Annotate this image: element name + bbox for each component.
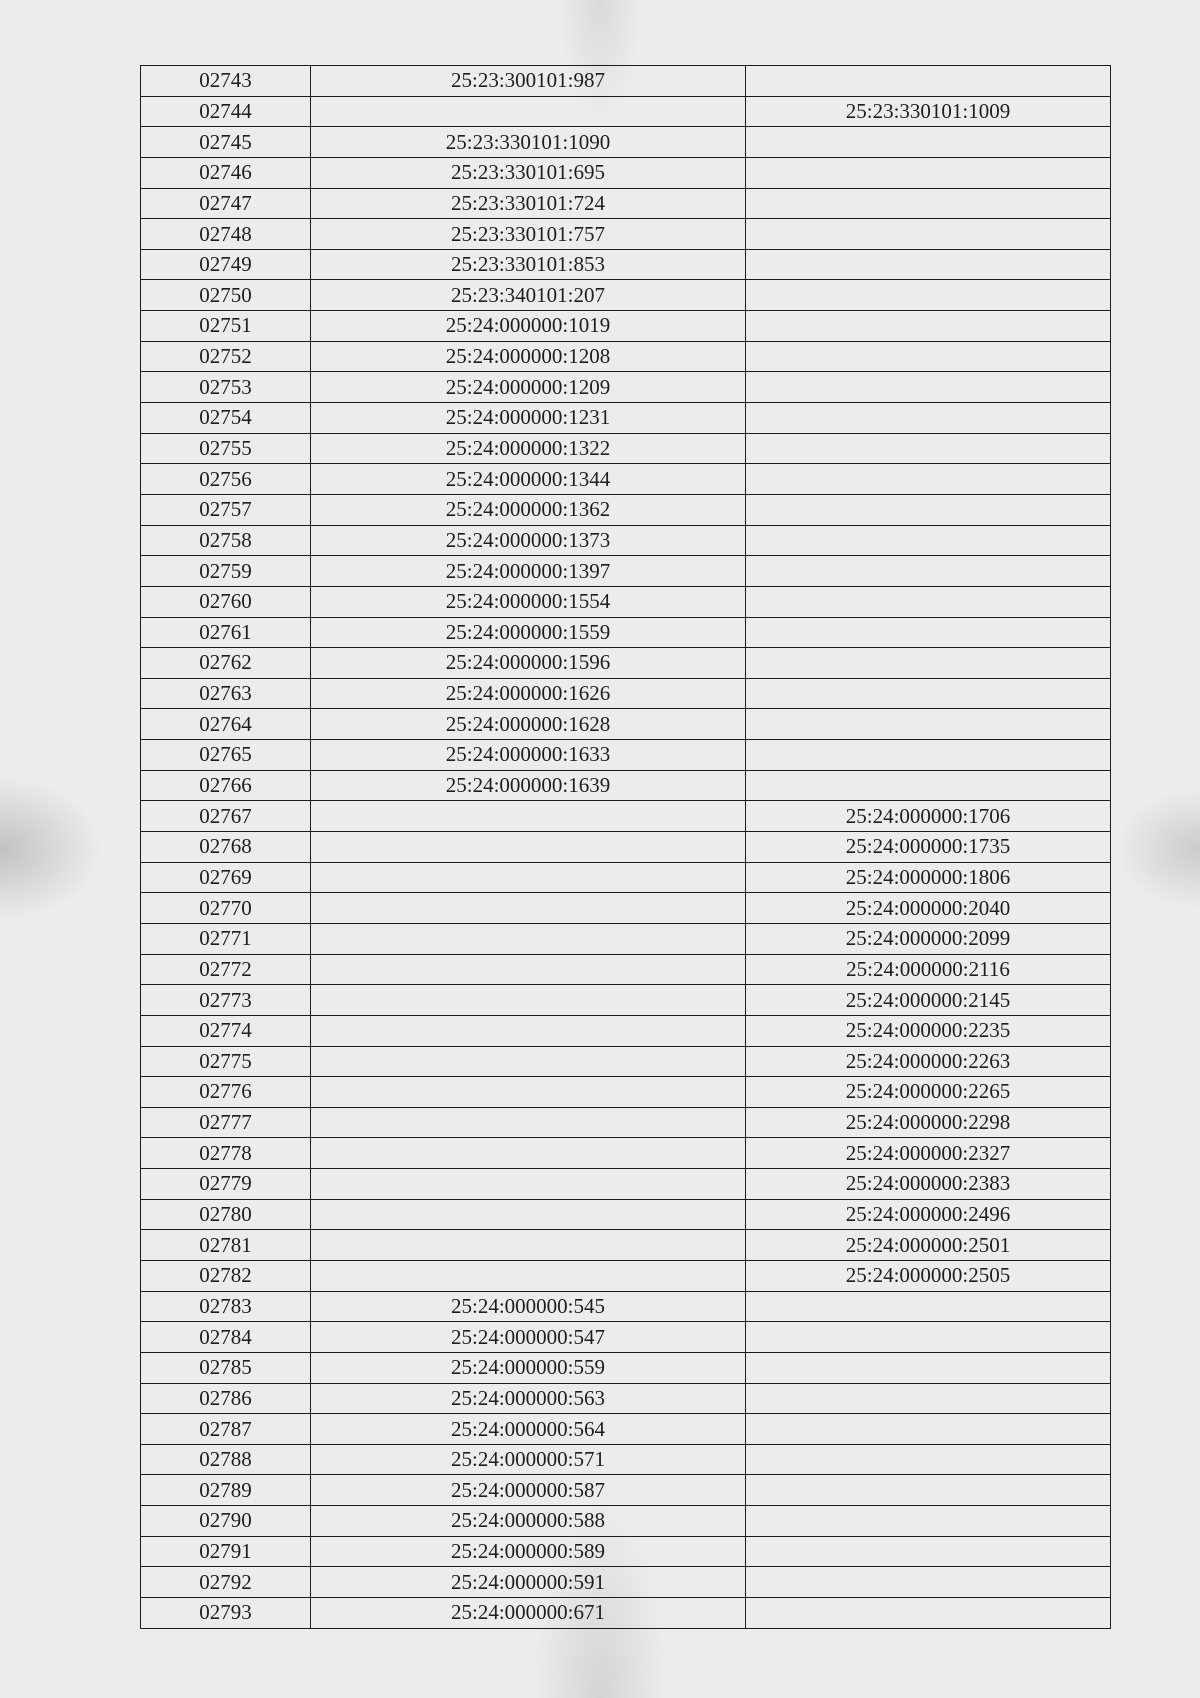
- row-number-cell: 02757: [141, 494, 311, 525]
- cadastral-number-alt-cell: [746, 1444, 1111, 1475]
- row-number-cell: 02784: [141, 1322, 311, 1353]
- cadastral-number-alt-cell: [746, 1567, 1111, 1598]
- cadastral-number-cell: 25:24:000000:1639: [311, 770, 746, 801]
- table-row: [141, 433, 1111, 464]
- row-number-cell: 02747: [141, 188, 311, 219]
- cadastral-number-alt-cell: 25:24:000000:2263: [746, 1046, 1111, 1077]
- table-row: [141, 1536, 1111, 1567]
- row-number-cell: 02780: [141, 1199, 311, 1230]
- row-number-cell: 02751: [141, 311, 311, 342]
- row-number-cell: 02752: [141, 341, 311, 372]
- cadastral-number-alt-cell: [746, 648, 1111, 679]
- table-row: [141, 219, 1111, 250]
- cadastral-number-cell: [311, 862, 746, 893]
- row-number-cell: 02771: [141, 923, 311, 954]
- cadastral-number-cell: 25:24:000000:1362: [311, 494, 746, 525]
- row-number-cell: 02774: [141, 1015, 311, 1046]
- table-row: [141, 1291, 1111, 1322]
- table-row: [141, 372, 1111, 403]
- table-row: [141, 617, 1111, 648]
- cadastral-number-cell: 25:24:000000:571: [311, 1444, 746, 1475]
- table-row: [141, 1383, 1111, 1414]
- cadastral-number-cell: 25:24:000000:1208: [311, 341, 746, 372]
- cadastral-number-cell: [311, 1138, 746, 1169]
- table-row: [141, 893, 1111, 924]
- cadastral-number-cell: 25:24:000000:1397: [311, 556, 746, 587]
- cadastral-number-alt-cell: 25:24:000000:2145: [746, 985, 1111, 1016]
- row-number-cell: 02767: [141, 801, 311, 832]
- cadastral-number-alt-cell: 25:24:000000:2505: [746, 1260, 1111, 1291]
- cadastral-number-alt-cell: [746, 372, 1111, 403]
- cadastral-number-cell: [311, 1015, 746, 1046]
- row-number-cell: 02769: [141, 862, 311, 893]
- row-number-cell: 02792: [141, 1567, 311, 1598]
- cadastral-number-cell: [311, 1046, 746, 1077]
- cadastral-number-alt-cell: [746, 617, 1111, 648]
- table-row: [141, 525, 1111, 556]
- table-row: [141, 1352, 1111, 1383]
- cadastral-number-alt-cell: 25:24:000000:2501: [746, 1230, 1111, 1261]
- row-number-cell: 02775: [141, 1046, 311, 1077]
- cadastral-number-alt-cell: [746, 1475, 1111, 1506]
- table-row: [141, 341, 1111, 372]
- row-number-cell: 02778: [141, 1138, 311, 1169]
- table-row: [141, 403, 1111, 434]
- table-row: [141, 832, 1111, 863]
- row-number-cell: 02764: [141, 709, 311, 740]
- cadastral-number-cell: [311, 1169, 746, 1200]
- cadastral-number-cell: [311, 1199, 746, 1230]
- cadastral-number-alt-cell: [746, 66, 1111, 97]
- table-row: [141, 1077, 1111, 1108]
- cadastral-number-alt-cell: [746, 770, 1111, 801]
- cadastral-number-alt-cell: 25:24:000000:2265: [746, 1077, 1111, 1108]
- cadastral-number-alt-cell: [746, 188, 1111, 219]
- cadastral-number-alt-cell: [746, 127, 1111, 158]
- table-row: [141, 556, 1111, 587]
- cadastral-number-cell: 25:24:000000:589: [311, 1536, 746, 1567]
- cadastral-number-alt-cell: 25:24:000000:2327: [746, 1138, 1111, 1169]
- table-body: [141, 66, 1111, 1629]
- table-row: [141, 1414, 1111, 1445]
- table-row: [141, 709, 1111, 740]
- row-number-cell: 02791: [141, 1536, 311, 1567]
- row-number-cell: 02763: [141, 678, 311, 709]
- cadastral-number-cell: 25:24:000000:588: [311, 1506, 746, 1537]
- row-number-cell: 02768: [141, 832, 311, 863]
- table-row: [141, 954, 1111, 985]
- cadastral-number-alt-cell: [746, 311, 1111, 342]
- cadastral-number-cell: 25:24:000000:1633: [311, 740, 746, 771]
- cadastral-number-cell: 25:24:000000:1322: [311, 433, 746, 464]
- table-row: [141, 648, 1111, 679]
- cadastral-number-alt-cell: [746, 1536, 1111, 1567]
- table-row: [141, 66, 1111, 97]
- table-row: [141, 1322, 1111, 1353]
- table-row: [141, 770, 1111, 801]
- table-row: [141, 1046, 1111, 1077]
- row-number-cell: 02744: [141, 96, 311, 127]
- cadastral-number-cell: 25:24:000000:563: [311, 1383, 746, 1414]
- cadastral-number-alt-cell: [746, 157, 1111, 188]
- cadastral-number-alt-cell: 25:24:000000:2040: [746, 893, 1111, 924]
- cadastral-number-cell: 25:24:000000:1209: [311, 372, 746, 403]
- row-number-cell: 02779: [141, 1169, 311, 1200]
- row-number-cell: 02790: [141, 1506, 311, 1537]
- cadastral-number-alt-cell: [746, 1322, 1111, 1353]
- cadastral-number-cell: 25:23:330101:695: [311, 157, 746, 188]
- table-row: [141, 280, 1111, 311]
- row-number-cell: 02745: [141, 127, 311, 158]
- cadastral-number-alt-cell: 25:24:000000:1806: [746, 862, 1111, 893]
- row-number-cell: 02773: [141, 985, 311, 1016]
- cadastral-number-alt-cell: [746, 1506, 1111, 1537]
- table-row: [141, 249, 1111, 280]
- row-number-cell: 02753: [141, 372, 311, 403]
- cadastral-number-alt-cell: [746, 1352, 1111, 1383]
- cadastral-number-cell: 25:23:330101:1090: [311, 127, 746, 158]
- cadastral-number-cell: 25:23:330101:757: [311, 219, 746, 250]
- cadastral-number-alt-cell: [746, 464, 1111, 495]
- table-row: [141, 923, 1111, 954]
- table-row: [141, 586, 1111, 617]
- row-number-cell: 02750: [141, 280, 311, 311]
- cadastral-number-alt-cell: [746, 1291, 1111, 1322]
- row-number-cell: 02761: [141, 617, 311, 648]
- row-number-cell: 02787: [141, 1414, 311, 1445]
- row-number-cell: 02759: [141, 556, 311, 587]
- cadastral-number-cell: 25:24:000000:564: [311, 1414, 746, 1445]
- table-row: [141, 1169, 1111, 1200]
- cadastral-number-alt-cell: [746, 494, 1111, 525]
- cadastral-number-cell: [311, 954, 746, 985]
- table-row: [141, 1230, 1111, 1261]
- table-row: [141, 494, 1111, 525]
- table-row: [141, 740, 1111, 771]
- cadastral-number-cell: 25:24:000000:547: [311, 1322, 746, 1353]
- row-number-cell: 02781: [141, 1230, 311, 1261]
- table-row: [141, 678, 1111, 709]
- row-number-cell: 02793: [141, 1598, 311, 1629]
- table-row: [141, 985, 1111, 1016]
- table-row: [141, 1199, 1111, 1230]
- row-number-cell: 02756: [141, 464, 311, 495]
- cadastral-number-cell: [311, 96, 746, 127]
- cadastral-number-cell: 25:24:000000:559: [311, 1352, 746, 1383]
- cadastral-number-alt-cell: [746, 709, 1111, 740]
- cadastral-number-cell: 25:24:000000:671: [311, 1598, 746, 1629]
- table-row: [141, 464, 1111, 495]
- cadastral-number-cell: 25:24:000000:587: [311, 1475, 746, 1506]
- table-row: [141, 1567, 1111, 1598]
- row-number-cell: 02777: [141, 1107, 311, 1138]
- cadastral-number-cell: 25:24:000000:1554: [311, 586, 746, 617]
- cadastral-number-cell: 25:24:000000:1019: [311, 311, 746, 342]
- cadastral-number-alt-cell: 25:24:000000:2298: [746, 1107, 1111, 1138]
- cadastral-number-cell: 25:24:000000:1626: [311, 678, 746, 709]
- row-number-cell: 02755: [141, 433, 311, 464]
- row-number-cell: 02772: [141, 954, 311, 985]
- cadastral-number-cell: 25:23:330101:853: [311, 249, 746, 280]
- cadastral-number-cell: [311, 832, 746, 863]
- cadastral-number-alt-cell: [746, 1598, 1111, 1629]
- cadastral-number-alt-cell: [746, 586, 1111, 617]
- row-number-cell: 02789: [141, 1475, 311, 1506]
- row-number-cell: 02783: [141, 1291, 311, 1322]
- row-number-cell: 02743: [141, 66, 311, 97]
- cadastral-number-alt-cell: 25:24:000000:2116: [746, 954, 1111, 985]
- table-row: [141, 96, 1111, 127]
- table-row: [141, 188, 1111, 219]
- row-number-cell: 02754: [141, 403, 311, 434]
- table-row: [141, 1138, 1111, 1169]
- cadastral-number-cell: 25:24:000000:1231: [311, 403, 746, 434]
- table-row: [141, 1260, 1111, 1291]
- cadastral-number-alt-cell: [746, 280, 1111, 311]
- cadastral-number-alt-cell: 25:24:000000:1706: [746, 801, 1111, 832]
- row-number-cell: 02765: [141, 740, 311, 771]
- cadastral-number-cell: 25:23:330101:724: [311, 188, 746, 219]
- cadastral-number-alt-cell: 25:24:000000:2235: [746, 1015, 1111, 1046]
- cadastral-number-cell: [311, 985, 746, 1016]
- table-row: [141, 1015, 1111, 1046]
- cadastral-number-alt-cell: [746, 403, 1111, 434]
- cadastral-number-alt-cell: 25:24:000000:2383: [746, 1169, 1111, 1200]
- table-row: [141, 1444, 1111, 1475]
- row-number-cell: 02785: [141, 1352, 311, 1383]
- row-number-cell: 02786: [141, 1383, 311, 1414]
- cadastral-number-alt-cell: [746, 740, 1111, 771]
- table-row: [141, 1107, 1111, 1138]
- row-number-cell: 02762: [141, 648, 311, 679]
- cadastral-number-alt-cell: [746, 525, 1111, 556]
- table-row: [141, 801, 1111, 832]
- cadastral-number-cell: [311, 801, 746, 832]
- cadastral-number-cell: 25:24:000000:1559: [311, 617, 746, 648]
- cadastral-number-cell: [311, 1107, 746, 1138]
- cadastral-number-cell: 25:23:340101:207: [311, 280, 746, 311]
- row-number-cell: 02766: [141, 770, 311, 801]
- row-number-cell: 02758: [141, 525, 311, 556]
- table-row: [141, 1506, 1111, 1537]
- row-number-cell: 02748: [141, 219, 311, 250]
- cadastral-number-cell: 25:24:000000:1628: [311, 709, 746, 740]
- row-number-cell: 02782: [141, 1260, 311, 1291]
- cadastral-number-cell: 25:24:000000:591: [311, 1567, 746, 1598]
- table-row: [141, 127, 1111, 158]
- cadastral-number-cell: 25:24:000000:1373: [311, 525, 746, 556]
- cadastral-number-alt-cell: [746, 678, 1111, 709]
- row-number-cell: 02776: [141, 1077, 311, 1108]
- cadastral-number-alt-cell: 25:24:000000:1735: [746, 832, 1111, 863]
- table-row: [141, 1598, 1111, 1629]
- cadastral-number-cell: [311, 1077, 746, 1108]
- row-number-cell: 02770: [141, 893, 311, 924]
- cadastral-number-cell: [311, 1260, 746, 1291]
- cadastral-number-alt-cell: [746, 556, 1111, 587]
- row-number-cell: 02749: [141, 249, 311, 280]
- cadastral-number-alt-cell: 25:24:000000:2099: [746, 923, 1111, 954]
- cadastral-number-alt-cell: [746, 249, 1111, 280]
- cadastral-number-alt-cell: [746, 433, 1111, 464]
- table-row: [141, 311, 1111, 342]
- cadastral-number-cell: 25:24:000000:1344: [311, 464, 746, 495]
- cadastral-number-cell: 25:24:000000:545: [311, 1291, 746, 1322]
- cadastral-number-cell: 25:24:000000:1596: [311, 648, 746, 679]
- cadastral-number-alt-cell: [746, 1383, 1111, 1414]
- row-number-cell: 02746: [141, 157, 311, 188]
- cadastral-number-alt-cell: [746, 341, 1111, 372]
- cadastral-number-cell: [311, 923, 746, 954]
- cadastral-number-alt-cell: 25:23:330101:1009: [746, 96, 1111, 127]
- cadastral-number-alt-cell: [746, 219, 1111, 250]
- table-row: [141, 1475, 1111, 1506]
- cadastral-number-alt-cell: [746, 1414, 1111, 1445]
- cadastral-number-cell: [311, 893, 746, 924]
- cadastral-number-alt-cell: 25:24:000000:2496: [746, 1199, 1111, 1230]
- table-row: [141, 157, 1111, 188]
- row-number-cell: 02760: [141, 586, 311, 617]
- table-row: [141, 862, 1111, 893]
- cadastral-table: [140, 65, 1111, 1629]
- cadastral-number-cell: 25:23:300101:987: [311, 66, 746, 97]
- row-number-cell: 02788: [141, 1444, 311, 1475]
- cadastral-number-cell: [311, 1230, 746, 1261]
